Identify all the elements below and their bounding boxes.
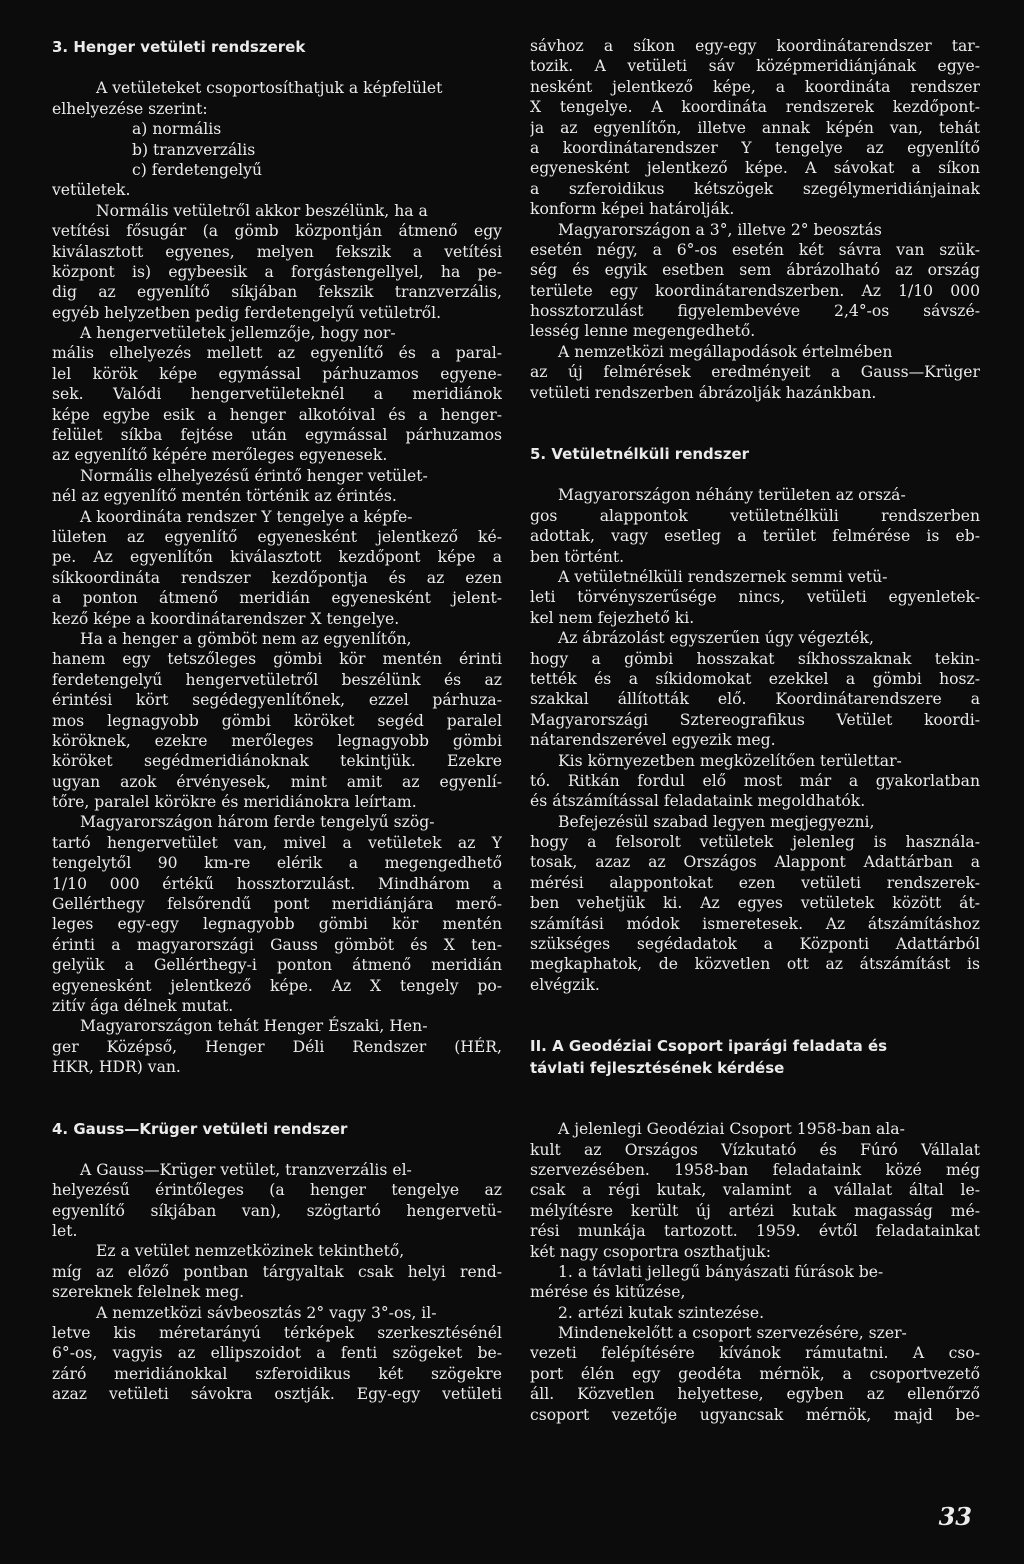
spacer (52, 1078, 502, 1118)
text-line: szervezésében. 1958-ban feladataink közé még (530, 1160, 980, 1179)
text-line: A nemzetközi sávbeosztás 2° vagy 3°-os, il- (96, 1303, 437, 1322)
text-line: köröket segédmeridiánoknak tekintjük. Ezekre (52, 752, 502, 771)
text-line: A koordináta rendszer Y tengelye a képfe- (80, 507, 413, 526)
text-line: A hengervetületek jellemzője, hogy nor- (80, 324, 396, 343)
spacer (530, 403, 980, 443)
text-line: míg az előző pontban tárgyaltak csak helyi rend- (52, 1262, 502, 1281)
text-line: 2. artézi kutak szintezése. (558, 1303, 765, 1322)
text-line: hanem egy tetszőleges gömbi kör mentén érinti (52, 650, 502, 669)
text-line: rési munkája tartozott. 1959. évtől feladatainkat (530, 1222, 980, 1241)
text-line: mélyítésre került új artézi kutak magasság mé- (530, 1201, 980, 1220)
text-line: nél az egyenlítő mentén történik az érintés. (52, 487, 397, 506)
text-line: az új felmérések eredményeit a Gauss—Krüger (530, 363, 980, 382)
text-line: Magyarországi Sztereografikus Vetület koordi- (530, 710, 980, 729)
text-line: tó. Ritkán fordul elő most már a gyakorlatban (530, 771, 980, 790)
text-line: csak a régi kutak, valamint a vállalat által le- (530, 1181, 980, 1200)
text-line: lületen az egyenlítő egyenesként jelentkező ké- (52, 527, 502, 546)
text-line: Normális vetületről akkor beszélünk, ha a (96, 201, 428, 220)
text-line: Ez a vetület nemzetközinek tekinthető, (96, 1242, 405, 1261)
text-line: Mindenekelőtt a csoport szervezésére, szer- (558, 1324, 907, 1343)
text-line: Gellérthegy felsőrendű pont meridiánjára merő- (52, 895, 502, 914)
text-line: érintési kört segédegyenlítőnek, ezzel párhuza- (52, 691, 502, 710)
left-column (52, 36, 502, 1405)
text-line: kult az Országos Vízkutató és Fúró Vállalat (530, 1140, 980, 1159)
text-line: nátarendszerével egyezik meg. (530, 731, 776, 750)
text-line: tették és a síkidomokat ezekkel a gömbi hosz- (530, 669, 980, 688)
text-line: port élén egy geodéta mérnök, a csoportvezető (530, 1364, 980, 1383)
text-line: kiválasztott egyenes, melyen fekszik a vetítési (52, 242, 502, 261)
text-line: egyenesként jelentkező képe. Az X tengely po- (52, 976, 502, 995)
text-line: egyenesként jelentkező képe. A sávokat a síkon (530, 159, 980, 178)
text-line: egyéb helyzetben pedig ferdetengelyű vetületről. (52, 303, 442, 322)
text-line: HKR, HDR) van. (52, 1058, 181, 1077)
text-line: helyezésű érintőleges (a henger tengelye az (52, 1181, 502, 1200)
text-line: tőre, paralel körökre és meridiánokra leírtam. (52, 793, 417, 812)
text-line: a szferoidikus kétszögek szegélymeridiánjainak (530, 179, 980, 198)
section-heading: távlati fejlesztésének kérdése (530, 1059, 785, 1078)
text-line: képe egybe esik a henger alkotóival és a henger- (52, 405, 502, 424)
text-line: 6°-os, vagyis az ellipszoidot a fenti szögeket be- (52, 1344, 502, 1363)
text-line: lel körök képe egymással párhuzamos egyene- (52, 364, 502, 383)
section-heading: 5. Vetületnélküli rendszer (530, 445, 750, 464)
text-line: Magyarországon néhány területen az orszá- (558, 486, 906, 505)
text-line: ben vehetjük ki. Az egyes vetületek között át- (530, 894, 980, 913)
text-line: Normális elhelyezésű érintő henger vetület- (80, 466, 428, 485)
text-line: szereknek felelnek meg. (52, 1283, 245, 1302)
section-heading: 4. Gauss—Krüger vetületi rendszer (52, 1119, 348, 1138)
text-line: mérése és kitűzése, (530, 1283, 686, 1302)
text-line: felület síkba fejtése után egymással párhuzamos (52, 426, 502, 445)
page-number: 33 (938, 1502, 972, 1531)
text-line: az egyenlítő képére merőleges egyenesek. (52, 446, 388, 465)
text-line: dig az egyenlítő síkjában fekszik tranzverzális, (52, 283, 502, 302)
spacer (530, 465, 980, 485)
text-line: hossztorzulást figyelembevéve 2,4°-os sávszé- (530, 302, 980, 321)
text-line: lesség lenne megengedhető. (530, 322, 756, 341)
spacer (530, 1079, 980, 1119)
text-line: megkaphatok, de közvetlen ott az átszámítást is (530, 955, 980, 974)
text-line: Kis környezetben megközelítően területtar- (558, 751, 902, 770)
text-line: a) normális (132, 120, 222, 139)
text-line: területe egy koordinátarendszerben. Az 1/10 000 (530, 281, 980, 300)
text-line: szükséges segédadatok a Központi Adattárból (530, 935, 980, 954)
text-line: Befejezésül szabad legyen megjegyezni, (558, 812, 875, 831)
text-line: két nagy csoportra oszthatjuk: (530, 1242, 771, 1261)
text-line: adottak, vagy esetleg a terület felmérése is eb- (530, 527, 980, 546)
text-line: mális elhelyezés mellett az egyenlítő és a paral- (52, 344, 502, 363)
text-line: leti törvényszerűsége nincs, vetületi egyenletek- (530, 588, 980, 607)
text-line: síkkoordináta rendszer kezdőpontja és az ezen (52, 568, 502, 587)
text-line: szakkal állították elő. Koordinátarendszere a (530, 690, 980, 709)
text-line: Az ábrázolást egyszerűen úgy végezték, (558, 629, 874, 648)
text-line: kel nem fejezhető ki. (530, 608, 695, 627)
text-line: ja az egyenlítőn, illetve annak képén van, tehát (530, 118, 980, 137)
text-line: hogy a felsorolt vetületek jelenleg is használa- (530, 833, 980, 852)
text-line: tosak, azaz az Országos Alappont Adattárban a (530, 853, 980, 872)
text-line: kező képe a koordinátarendszer X tengelye. (52, 609, 400, 628)
text-line: A jelenlegi Geodéziai Csoport 1958-ban ala- (558, 1120, 905, 1139)
text-line: vetítési fősugár (a gömb központján átmenő egy (52, 222, 502, 241)
text-line: Magyarországon három ferde tengelyű szög- (80, 813, 435, 832)
text-line: vezeti felépítésére kívánok rámutatni. A cso- (530, 1344, 980, 1363)
text-line: A vetületnélküli rendszernek semmi vetü- (558, 567, 888, 586)
text-line: konform képei határolják. (530, 200, 735, 219)
text-line: érinti a magyarországi Gauss gömböt és X ten- (52, 935, 502, 954)
text-line: gos alappontok vetületnélküli rendszerben (530, 506, 980, 525)
text-line: A Gauss—Krüger vetület, tranzverzális el- (80, 1160, 412, 1179)
text-line: c) ferdetengelyű (132, 160, 263, 179)
text-line: gelyük a Gellérthegy-i ponton átmenő meridián (52, 956, 502, 975)
text-line: köröknek, ezekre merőleges legnagyobb gömbi (52, 731, 502, 750)
text-line: ugyan azok érvényesek, mint amit az egyenlí- (52, 772, 502, 791)
text-line: pe. Az egyenlítőn kiválasztott kezdőpont képe a (52, 548, 502, 567)
section-heading: II. A Geodéziai Csoport iparági feladata és (530, 1037, 888, 1056)
spacer (530, 995, 980, 1035)
text-line: tozik. A vetületi sáv középmeridiánjának egye- (530, 57, 980, 76)
text-line: A vetületeket csoportosíthatjuk a képfelület (96, 79, 443, 98)
text-line: egyenlítő síkjában van), szögtartó hengervetü- (52, 1201, 502, 1220)
text-line: a ponton átmenő meridián egyenesként jelent- (52, 589, 502, 608)
text-line: X tengelye. A koordináta rendszerek kezdőpont- (530, 98, 980, 117)
text-line: tengelytől 90 km-re elérik a megengedhető (52, 854, 502, 873)
text-line: ség és egyik esetben sem ábrázolható az ország (530, 261, 980, 280)
section-heading: 3. Henger vetületi rendszerek (52, 38, 306, 56)
text-line: mérési alappontokat ezen vetületi rendszerek- (530, 873, 980, 892)
text-line: mos legnagyobb gömbi köröket segéd paralel (52, 711, 502, 730)
text-line: 1. a távlati jellegű bányászati fúrások be- (558, 1262, 884, 1281)
text-line: ger Középső, Henger Déli Rendszer (HÉR, (52, 1037, 502, 1056)
text-line: Magyarországon tehát Henger Északi, Hen- (80, 1017, 428, 1036)
text-line: vetületek. (52, 181, 131, 200)
text-line: áll. Közvetlen helyettese, egyben az ellenőrző (530, 1385, 980, 1404)
text-line: elhelyezése szerint: (52, 99, 208, 118)
text-line: let. (52, 1222, 78, 1241)
text-line: Magyarországon a 3°, illetve 2° beosztás (558, 220, 882, 239)
text-line: és átszámítással feladataink megoldhatók. (530, 792, 866, 811)
spacer (52, 58, 502, 78)
text-line: hogy a gömbi hosszakat síkhosszaknak tekin- (530, 649, 980, 668)
text-line: ferdetengelyű hengervetületről beszélünk és az (52, 670, 502, 689)
text-line: nesként jelentkező képe, a koordináta rendszer (530, 77, 980, 96)
text-line: leges egy-egy legnagyobb gömbi kör mentén (52, 915, 502, 934)
text-line: a koordinátarendszer Y tengelye az egyenlítő (530, 138, 980, 157)
text-line: elvégzik. (530, 975, 600, 994)
text-line: A nemzetközi megállapodások értelmében (558, 342, 893, 361)
text-line: zitív ága délnek mutat. (52, 996, 234, 1015)
text-line: vetületi rendszerben ábrázolják hazánkban. (530, 383, 877, 402)
text-line: tartó hengervetület van, mivel a vetületek az Y (52, 833, 502, 852)
spacer (52, 1140, 502, 1160)
text-line: azaz vetületi sávokra osztják. Egy-egy vetületi (52, 1385, 502, 1404)
text-line: központ is) egybeesik a forgástengellyel, ha pe- (52, 262, 502, 281)
text-line: esetén négy, a 6°-os esetén két sávra van szük- (530, 240, 980, 259)
text-line: letve kis méretarányú térképek szerkesztésénél (52, 1324, 502, 1343)
text-line: b) tranzverzális (132, 140, 256, 159)
text-line: Ha a henger a gömböt nem az egyenlítőn, (80, 629, 412, 648)
text-line: záró meridiánokkal szferoidikus két szögekre (52, 1364, 502, 1383)
text-line: csoport vezetője ugyancsak mérnök, majd be- (530, 1405, 980, 1424)
text-line: számítási módok ismeretesek. Az átszámításhoz (530, 914, 980, 933)
text-line: sávhoz a síkon egy-egy koordinátarendszer tar- (530, 37, 980, 55)
text-line: 1/10 000 értékű hossztorzulást. Mindhárom a (52, 874, 502, 893)
right-column (530, 36, 980, 1425)
text-line: ben történt. (530, 547, 625, 566)
text-line: sek. Valódi hengervetületeknél a meridiánok (52, 385, 502, 404)
